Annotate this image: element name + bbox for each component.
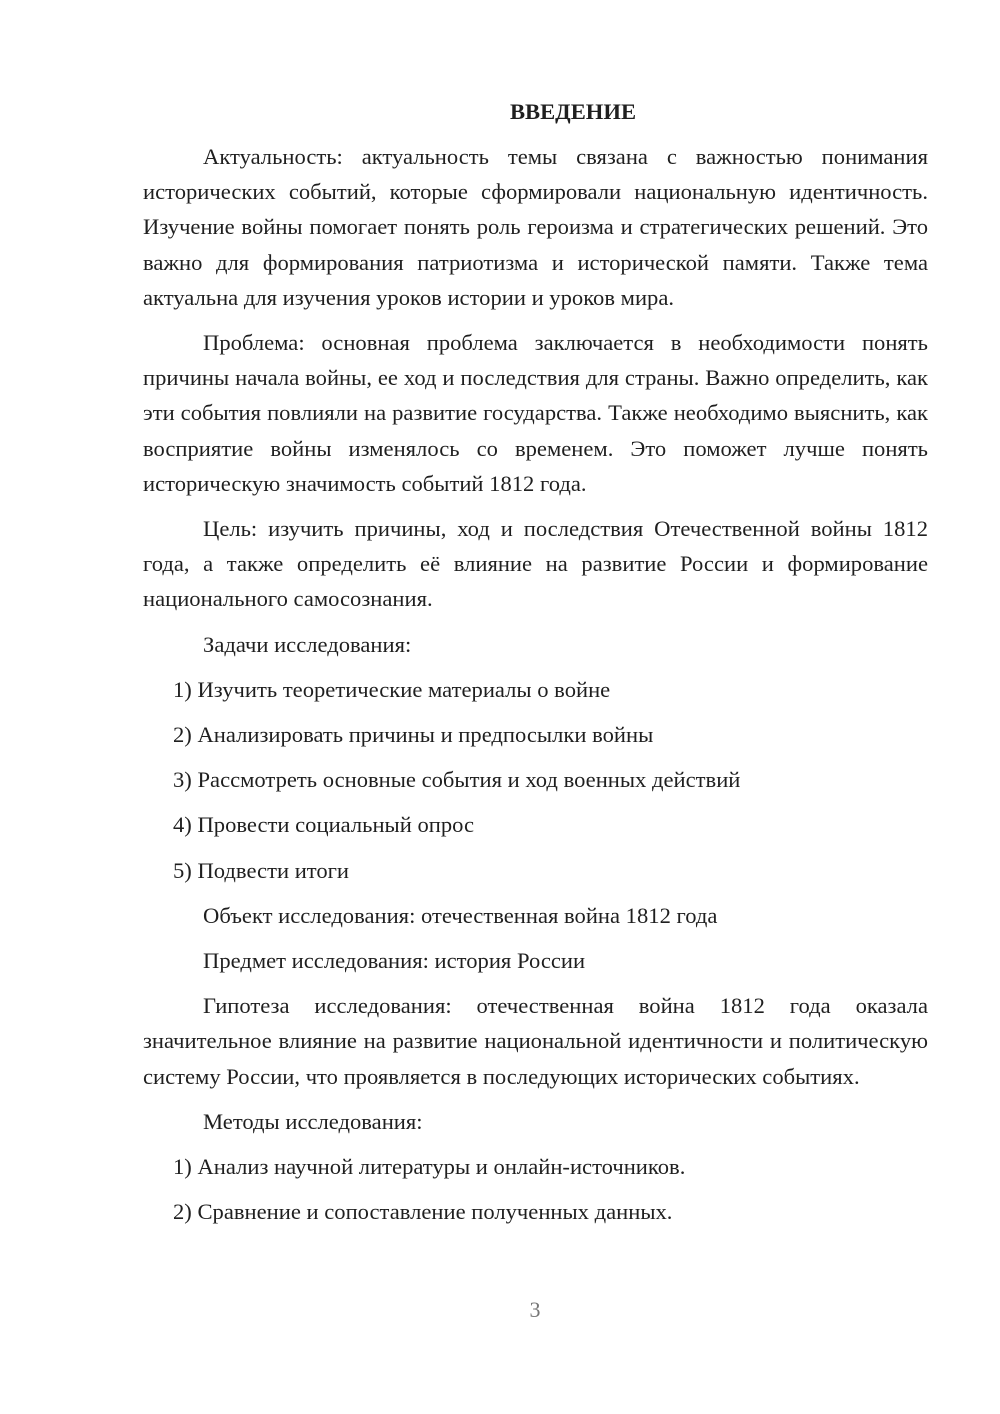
task-item: 2) Анализировать причины и предпосылки войны xyxy=(173,722,654,748)
hypothesis-paragraph: Гипотеза исследования: отечественная война 1812 года оказала значительное влияние на развитие национальной идентичности и политическую систему России, что проявляется в последующих исторических событиях. xyxy=(143,993,928,1089)
task-item: 4) Провести социальный опрос xyxy=(173,812,475,838)
page-title: ВВЕДЕНИЕ xyxy=(509,99,637,124)
method-item: 2) Сравнение и сопоставление полученных данных. xyxy=(173,1199,673,1225)
page-number: 3 xyxy=(529,1297,541,1322)
research-subject: Предмет исследования: история России xyxy=(203,948,586,974)
task-item: 3) Рассмотреть основные события и ход военных действий xyxy=(173,767,741,793)
tasks-heading: Задачи исследования: xyxy=(203,631,412,657)
goal-paragraph: Цель: изучить причины, ход и последствия Отечественной войны 1812 года, а также определить её влияние на развитие России и формирование национального самосознания. xyxy=(143,516,928,612)
problem-paragraph: Проблема: основная проблема заключается в необходимости понять причины начала войны, ее ход и последствия для страны. Важно определить, как эти события повлияли на развитие государства. Также необходимо выяснить, как восприятие войны изменялось со временем. Это поможет лучше понять историческую значимость событий 1812 года. xyxy=(143,330,928,496)
task-item: 1) Изучить теоретические материалы о войне xyxy=(173,676,611,702)
task-item: 5) Подвести итоги xyxy=(173,857,350,883)
relevance-paragraph: Актуальность: актуальность темы связана с важностью понимания исторических событий, которые сформировали национальную идентичность. Изучение войны помогает понять роль героизма и стратегических решений. Это важно для формирования патриотизма и исторической памяти. Также тема актуальна для изучения уроков истории и уроков мира. xyxy=(143,144,928,310)
method-item: 1) Анализ научной литературы и онлайн-источников. xyxy=(173,1154,686,1180)
methods-heading: Методы исследования: xyxy=(203,1108,423,1134)
research-object: Объект исследования: отечественная война 1812 года xyxy=(203,902,718,928)
page-content xyxy=(143,94,928,1239)
